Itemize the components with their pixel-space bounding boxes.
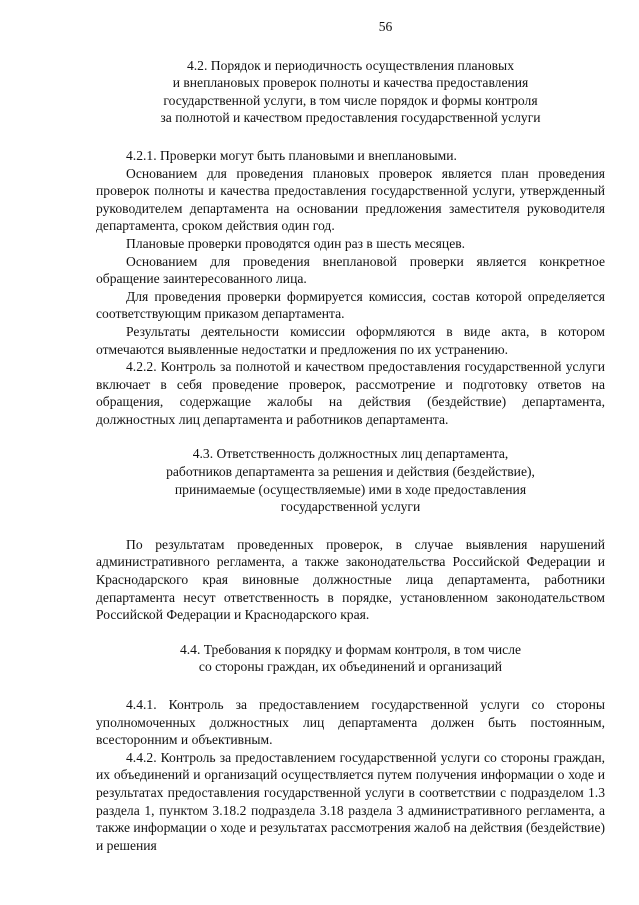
heading-line: за полнотой и качеством предоставления государственной услуги (160, 110, 541, 126)
paragraph: 4.2.1. Проверки могут быть плановыми и внеплановыми. (126, 147, 457, 163)
heading-line: 4.4. Требования к порядку и формам контроля, в том числе (179, 641, 522, 657)
paragraph: Плановые проверки проводятся один раз в шесть месяцев. (126, 235, 466, 251)
paragraph: Для проведения проверки формируется комиссия, состав которой определяется соответствующим приказом департамента. (96, 288, 605, 322)
heading-line: принимаемые (осуществляемые) ими в ходе предоставления (174, 481, 527, 497)
heading-line: 4.3. Ответственность должностных лиц департамента, (192, 446, 509, 462)
heading-line: работников департамента за решения и действия (бездействие), (166, 464, 535, 480)
paragraph: 4.4.2. Контроль за предоставлением государственной услуги со стороны граждан, их объединений и организаций осуществляется путем получения информации о ходе и результатах предоставления государственной услуги в соответствии с подразделом 1.3 раздела 1, пунктом 3.18.2 подраздела 3.18 раздела 3 административного регламента, а также информации о ходе и результатах рассмотрения жалоб на действия (бездействие) и решения (96, 749, 605, 853)
paragraph: Основанием для проведения плановых проверок является план проведения проверок полноты и качества предоставления государственной услуги, утвержденный руководителем департамента на основании предложения заместителя руководителя департамента, сроком действия один год. (96, 165, 605, 234)
heading-line: 4.2. Порядок и периодичность осуществления плановых (186, 57, 514, 73)
section-heading (96, 641, 605, 676)
heading-line: государственной услуги (280, 499, 421, 515)
section-4-3 (96, 445, 605, 623)
paragraph: Результаты деятельности комиссии оформляются в виде акта, в котором отмечаются выявленные недостатки и предложения по их устранению. (96, 323, 605, 357)
heading-line: и внеплановых проверок полноты и качества предоставления (172, 75, 529, 91)
section-4-2 (96, 57, 605, 429)
section-4-4 (96, 641, 605, 855)
paragraph: По результатам проведенных проверок, в случае выявления нарушений административного регламента, а также законодательства Российской Федерации и Краснодарского края виновные должностные лица департамента, работники департамента несут ответственность в порядке, установленном законодательством Российской Федерации и Краснодарского края. (96, 536, 605, 623)
paragraph: Основанием для проведения внеплановой проверки является конкретное обращение заинтересованного лица. (96, 253, 605, 287)
paragraph: 4.2.2. Контроль за полнотой и качеством предоставления государственной услуги включает в себя проведение проверок, рассмотрение и подготовку ответов на обращения, содержащие жалобы на действия (бездействие) департамента, должностных лиц департамента и работников департамента. (96, 359, 605, 427)
section-heading (96, 57, 605, 127)
heading-line: со стороны граждан, их объединений и организаций (198, 659, 503, 675)
heading-line: государственной услуги, в том числе порядок и формы контроля (163, 92, 538, 108)
section-heading (96, 445, 605, 515)
paragraph: 4.4.1. Контроль за предоставлением государственной услуги со стороны уполномоченных должностных лиц департамента должен быть постоянным, всесторонним и объективным. (96, 697, 605, 748)
page-number: 56 (378, 19, 393, 34)
